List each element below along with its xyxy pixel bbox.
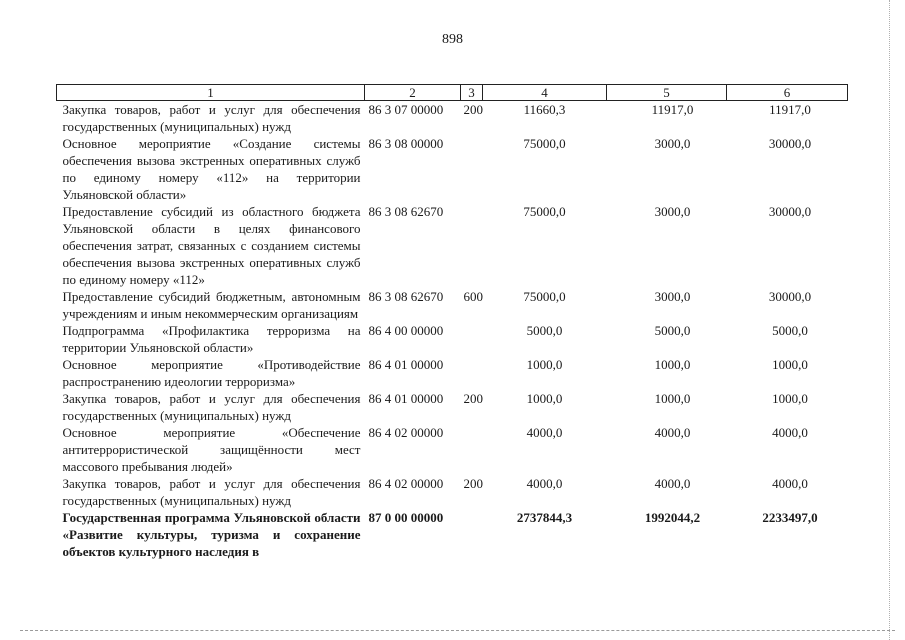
row-vr: 600 bbox=[463, 289, 483, 304]
row-code: 87 0 00 00000 bbox=[368, 510, 444, 525]
row-name: Закупка товаров, работ и услуг для обеспечения государственных (муниципальных) нужд bbox=[62, 102, 361, 134]
row-value-2: 4000,0 bbox=[654, 425, 691, 440]
table-row bbox=[57, 101, 848, 136]
row-value-1: 1000,0 bbox=[526, 357, 563, 372]
row-code: 86 3 07 00000 bbox=[368, 102, 444, 117]
page-number: 898 bbox=[442, 32, 463, 47]
header-cell-3: 3 bbox=[461, 85, 483, 101]
row-value-1: 4000,0 bbox=[526, 476, 563, 491]
row-vr bbox=[461, 509, 483, 560]
header-cell-6: 6 bbox=[727, 85, 848, 101]
table-row bbox=[57, 475, 848, 509]
row-name: Закупка товаров, работ и услуг для обеспечения государственных (муниципальных) нужд bbox=[62, 391, 361, 423]
row-name: Основное мероприятие «Создание системы обеспечения вызова экстренных оперативных служб по единому номеру «112» на территории Ульяновской области» bbox=[62, 136, 361, 202]
row-value-1: 5000,0 bbox=[526, 323, 563, 338]
row-name: Государственная программа Ульяновской области «Развитие культуры, туризма и сохранение объектов культурного наследия в bbox=[62, 510, 361, 559]
row-code: 86 3 08 62670 bbox=[368, 289, 444, 304]
row-vr bbox=[461, 424, 483, 475]
row-vr bbox=[461, 322, 483, 356]
row-value-2: 1000,0 bbox=[654, 391, 691, 406]
header-cell-1: 1 bbox=[57, 85, 365, 101]
row-name: Предоставление субсидий бюджетным, автономным учреждениям и иным некоммерческим организациям bbox=[62, 289, 361, 321]
row-value-1: 75000,0 bbox=[523, 204, 566, 219]
row-value-2: 4000,0 bbox=[654, 476, 691, 491]
table-row bbox=[57, 356, 848, 390]
row-name: Подпрограмма «Профилактика терроризма на территории Ульяновской области» bbox=[62, 323, 361, 355]
table-row-program-total bbox=[57, 509, 848, 560]
row-value-3: 1000,0 bbox=[772, 391, 808, 406]
row-name: Основное мероприятие «Противодействие распространению идеологии терроризма» bbox=[62, 357, 361, 389]
row-value-3: 1000,0 bbox=[772, 357, 808, 372]
row-vr bbox=[461, 135, 483, 203]
row-value-1: 75000,0 bbox=[523, 136, 566, 151]
row-value-2: 3000,0 bbox=[654, 289, 691, 304]
table-row bbox=[57, 390, 848, 424]
header-cell-4: 4 bbox=[483, 85, 607, 101]
row-vr: 200 bbox=[463, 476, 483, 491]
row-value-2: 3000,0 bbox=[654, 204, 691, 219]
row-value-3: 2233497,0 bbox=[762, 510, 818, 525]
budget-table bbox=[56, 84, 848, 560]
row-code: 86 4 01 00000 bbox=[368, 357, 444, 372]
header-cell-5: 5 bbox=[607, 85, 727, 101]
row-value-3: 30000,0 bbox=[768, 136, 812, 151]
row-value-1: 11660,3 bbox=[523, 102, 566, 117]
scan-right-edge bbox=[889, 0, 890, 640]
row-vr bbox=[461, 203, 483, 288]
row-name: Основное мероприятие «Обеспечение антитеррористической защищённости мест массового пребывания людей» bbox=[62, 425, 361, 474]
row-code: 86 4 01 00000 bbox=[368, 391, 444, 406]
header-row bbox=[57, 85, 848, 101]
scan-bottom-edge bbox=[20, 630, 895, 631]
row-value-3: 11917,0 bbox=[769, 102, 811, 117]
table-row bbox=[57, 288, 848, 322]
row-value-3: 4000,0 bbox=[772, 476, 808, 491]
table-row bbox=[57, 424, 848, 475]
row-value-1: 2737844,3 bbox=[516, 510, 573, 525]
row-code: 86 3 08 62670 bbox=[368, 204, 444, 219]
row-code: 86 4 02 00000 bbox=[368, 425, 444, 440]
row-value-3: 30000,0 bbox=[768, 289, 812, 304]
row-vr bbox=[461, 356, 483, 390]
row-value-3: 30000,0 bbox=[768, 204, 812, 219]
table-row bbox=[57, 135, 848, 203]
table-row bbox=[57, 322, 848, 356]
budget-sheet bbox=[56, 84, 847, 560]
row-vr: 200 bbox=[463, 391, 483, 406]
row-name: Закупка товаров, работ и услуг для обеспечения государственных (муниципальных) нужд bbox=[62, 476, 361, 508]
row-value-3: 4000,0 bbox=[772, 425, 808, 440]
row-code: 86 3 08 00000 bbox=[368, 136, 444, 151]
row-value-2: 5000,0 bbox=[654, 323, 691, 338]
row-code: 86 4 02 00000 bbox=[368, 476, 444, 491]
row-code: 86 4 00 00000 bbox=[368, 323, 444, 338]
row-value-1: 75000,0 bbox=[523, 289, 566, 304]
row-value-2: 11917,0 bbox=[651, 102, 694, 117]
table-row bbox=[57, 203, 848, 288]
row-name: Предоставление субсидий из областного бюджета Ульяновской области в целях финансового обеспечения затрат, связанных с созданием системы обеспечения вызова экстренных оперативных служб по единому номеру «112» bbox=[62, 204, 361, 287]
row-vr: 200 bbox=[463, 102, 483, 117]
row-value-3: 5000,0 bbox=[772, 323, 808, 338]
row-value-1: 4000,0 bbox=[526, 425, 563, 440]
header-cell-2: 2 bbox=[365, 85, 461, 101]
row-value-1: 1000,0 bbox=[526, 391, 563, 406]
row-value-2: 1000,0 bbox=[654, 357, 691, 372]
row-value-2: 1992044,2 bbox=[644, 510, 701, 525]
row-value-2: 3000,0 bbox=[654, 136, 691, 151]
